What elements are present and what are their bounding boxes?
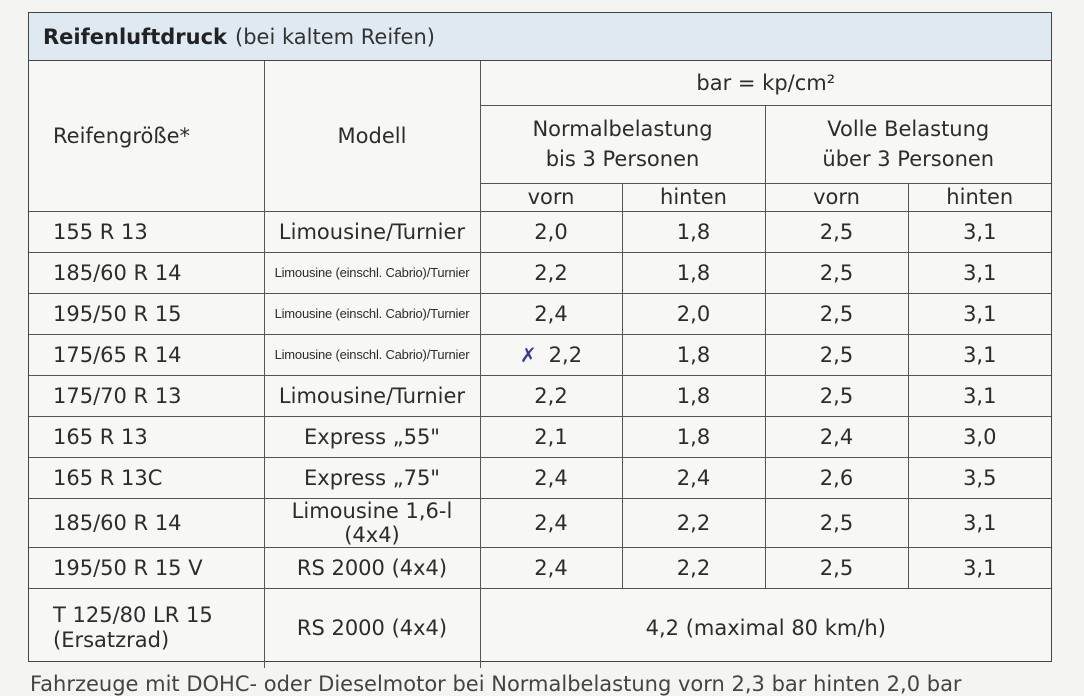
spare-size-line2: (Ersatzrad) [53,628,170,653]
header-unit: bar = kp/cm² [480,61,1051,105]
cell-model: Limousine (einschl. Cabrio)/Turnier [264,252,480,293]
header-full-load-line2: über 3 Personen [822,147,995,171]
cell-tire-size: 195/50 R 15 [29,293,264,334]
cell-normal-front-value: 2,2 [548,342,583,367]
cell-model: Limousine 1,6-l (4x4) [264,498,480,547]
cell-model: Limousine/Turnier [264,211,480,252]
cell-spare-pressure: 4,2 (maximal 80 km/h) [480,588,1051,668]
tire-pressure-table-frame [28,12,1052,662]
cell-normal-front: 2,4 [480,457,622,498]
cell-normal-rear: 1,8 [622,211,765,252]
footer-note: Fahrzeuge mit DOHC- oder Dieselmotor bei Normalbelastung vorn 2,3 bar hinten 2,0 bar [30,672,962,696]
cell-normal-rear: 1,8 [622,416,765,457]
cell-normal-front: 2,2 [480,375,622,416]
cell-normal-rear: 2,2 [622,498,765,547]
header-model: Modell [264,61,480,211]
cell-normal-front: 2,2 [480,252,622,293]
cell-full-rear: 3,1 [908,211,1051,252]
cell-model: Express „75" [264,457,480,498]
cell-tire-size: 175/65 R 14 [29,334,264,375]
cell-full-front: 2,5 [765,498,908,547]
cell-model: Express „55" [264,416,480,457]
header-tire-size: Reifengröße* [29,61,264,211]
cell-normal-rear: 2,4 [622,457,765,498]
header-normal-front: vorn [480,183,622,211]
table-row [29,293,1051,334]
table-row [29,211,1051,252]
cell-spare-model: RS 2000 (4x4) [264,588,480,668]
cell-spare-tire-size [29,588,264,668]
cell-tire-size: 195/50 R 15 V [29,547,264,588]
cell-full-front: 2,4 [765,416,908,457]
cell-tire-size: 175/70 R 13 [29,375,264,416]
cell-tire-size: 155 R 13 [29,211,264,252]
header-normal-load [480,105,765,183]
header-full-load-line1: Volle Belastung [827,117,990,141]
header-full-load [765,105,1051,183]
table-row [29,457,1051,498]
handwritten-x-mark-icon: ✗ [519,342,537,367]
header-normal-rear: hinten [622,183,765,211]
cell-normal-front: 2,4 [480,547,622,588]
cell-normal-rear: 1,8 [622,375,765,416]
cell-full-front: 2,5 [765,211,908,252]
header-normal-load-line2: bis 3 Personen [545,147,700,171]
cell-full-front: 2,6 [765,457,908,498]
cell-normal-front [480,334,622,375]
cell-normal-rear: 2,2 [622,547,765,588]
cell-full-rear: 3,0 [908,416,1051,457]
cell-model: Limousine (einschl. Cabrio)/Turnier [264,334,480,375]
table-row [29,334,1051,375]
cell-full-rear: 3,1 [908,252,1051,293]
table-row [29,252,1051,293]
cell-full-rear: 3,1 [908,293,1051,334]
cell-tire-size: 185/60 R 14 [29,252,264,293]
cell-model: RS 2000 (4x4) [264,547,480,588]
cell-tire-size: 165 R 13 [29,416,264,457]
cell-normal-rear: 1,8 [622,252,765,293]
cell-full-front: 2,5 [765,293,908,334]
tire-pressure-table [29,61,1051,668]
spare-size-line1: T 125/80 LR 15 [53,603,213,628]
cell-normal-front: 2,0 [480,211,622,252]
header-full-front: vorn [765,183,908,211]
cell-full-front: 2,5 [765,547,908,588]
cell-full-rear: 3,1 [908,375,1051,416]
table-subtitle: (bei kaltem Reifen) [235,24,435,49]
table-row [29,416,1051,457]
cell-full-rear: 3,5 [908,457,1051,498]
cell-normal-rear: 1,8 [622,334,765,375]
cell-normal-front: 2,4 [480,498,622,547]
table-row [29,547,1051,588]
header-full-rear: hinten [908,183,1051,211]
cell-normal-rear: 2,0 [622,293,765,334]
cell-tire-size: 185/60 R 14 [29,498,264,547]
table-title: Reifenluftdruck [43,24,228,49]
cell-full-rear: 3,1 [908,547,1051,588]
cell-normal-front: 2,1 [480,416,622,457]
cell-full-front: 2,5 [765,334,908,375]
table-row [29,375,1051,416]
cell-full-front: 2,5 [765,252,908,293]
cell-normal-front: 2,4 [480,293,622,334]
cell-full-rear: 3,1 [908,334,1051,375]
table-row [29,498,1051,547]
cell-full-front: 2,5 [765,375,908,416]
header-normal-load-line1: Normalbelastung [532,117,713,141]
cell-model: Limousine (einschl. Cabrio)/Turnier [264,293,480,334]
cell-full-rear: 3,1 [908,498,1051,547]
cell-model: Limousine/Turnier [264,375,480,416]
table-title-bar [29,13,1051,61]
table-row-spare [29,588,1051,668]
cell-tire-size: 165 R 13C [29,457,264,498]
